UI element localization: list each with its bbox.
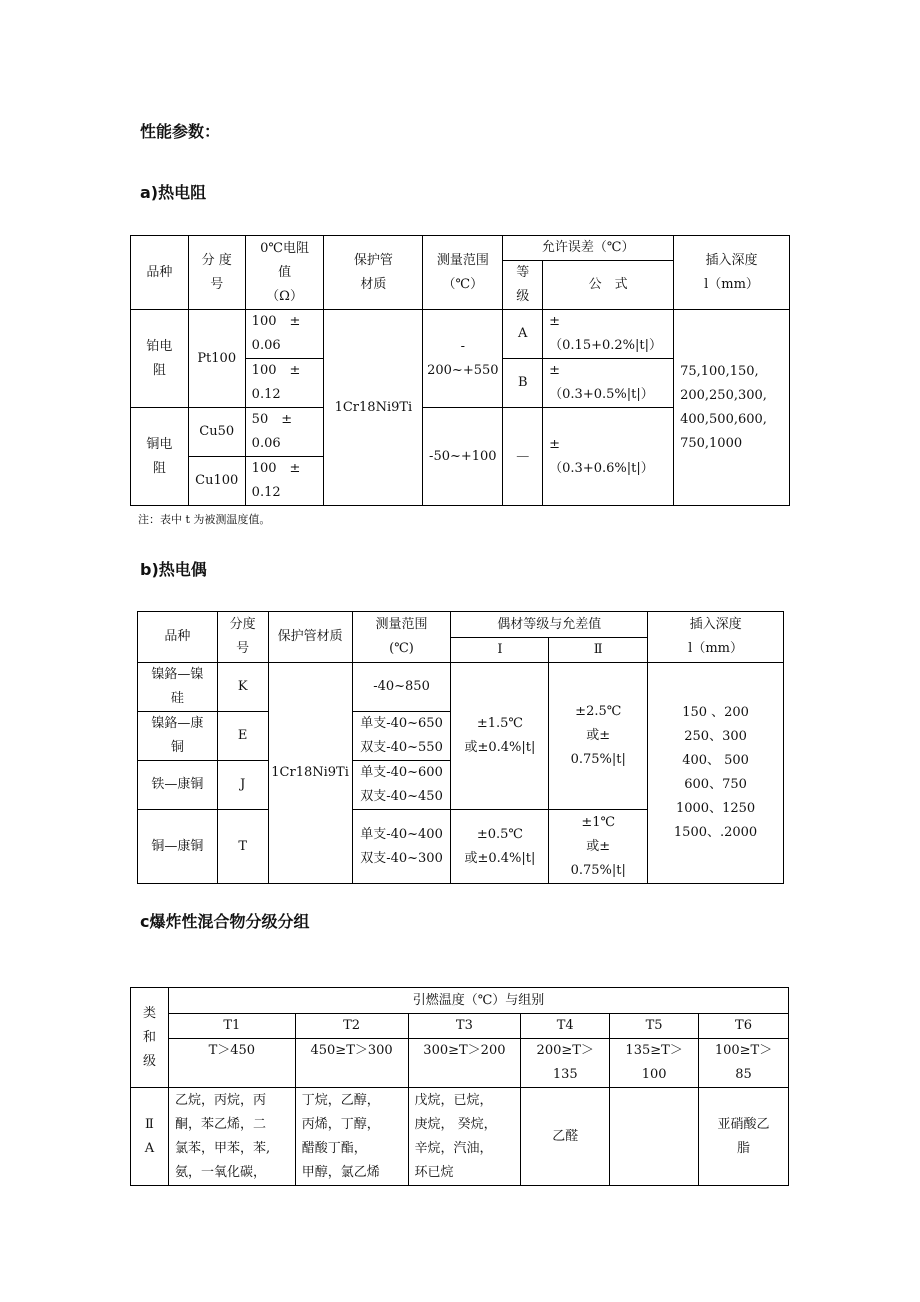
tc-div-k: K [217, 663, 268, 712]
ex-group-t3: T3 [408, 1014, 521, 1039]
ex-group-t4: T4 [521, 1014, 610, 1039]
rtd-note: 注：表中 t 为被测温度值。 [138, 513, 271, 526]
tc-table [137, 611, 784, 884]
ex-group-t2: T2 [295, 1014, 408, 1039]
ex-t1-substances: 乙烷，丙烷，丙 酮，苯乙烯，二 氯苯，甲苯，苯, 氨，一氧化碳， [168, 1088, 295, 1186]
ex-temp-t6: 100≥T＞ 85 [699, 1039, 789, 1088]
tc-header-range: 测量范围 (℃) [352, 612, 451, 663]
ex-t2-substances: 丁烷，乙醇， 丙烯，丁醇， 醋酸丁酯， 甲醇，氯乙烯 [295, 1088, 408, 1186]
rtd-div-pt100: Pt100 [188, 310, 245, 408]
rtd-header-kind: 品种 [131, 236, 189, 310]
ex-t3-substances: 戊烷，已烷， 庚烷， 癸烷， 辛烷，汽油， 环已烷 [408, 1088, 521, 1186]
rtd-grade-a: A [503, 310, 543, 359]
rtd-table [130, 235, 790, 506]
rtd-r0-cu-a: 50 ± 0.06 [245, 408, 324, 457]
ex-temp-t3: 300≥T＞200 [408, 1039, 521, 1088]
rtd-header-depth: 插入深度 l（mm） [674, 236, 790, 310]
ex-temp-t4: 200≥T＞ 135 [521, 1039, 610, 1088]
tc-div-e: E [217, 712, 268, 761]
section-heading-rtd: a)热电阻 [140, 183, 207, 202]
rtd-kind-pt: 铂电 阻 [131, 310, 189, 408]
rtd-formula-a: ± （0.15+0.2%|t|） [543, 310, 674, 359]
tc-kind-e: 镍鉻—康 铜 [138, 712, 218, 761]
rtd-header-range: 测量范围 （℃） [423, 236, 503, 310]
tc-g1-kej: ±1.5℃ 或±0.4%|t| [451, 663, 549, 810]
ex-temp-t1: T＞450 [168, 1039, 295, 1088]
tc-header-div: 分度 号 [217, 612, 268, 663]
tc-depth: 150 、200 250、300 400、 500 600、750 1000、1250 1500、.2000 [648, 663, 784, 884]
tc-kind-k: 镍鉻—镍 硅 [138, 663, 218, 712]
tc-tube: 1Cr18Ni9Ti [268, 663, 352, 884]
section-heading-tc: b)热电偶 [140, 560, 207, 579]
tc-header-grade: 偶材等级与允差值 [451, 612, 648, 638]
ex-table [130, 987, 789, 1186]
rtd-formula-cu: ± （0.3+0.6%|t|） [543, 408, 674, 506]
rtd-header-grade: 等 级 [503, 261, 543, 310]
page-title: 性能参数： [140, 122, 221, 141]
tc-header-tube: 保护管材质 [268, 612, 352, 663]
tc-range-k: -40~850 [352, 663, 451, 712]
ex-temp-t5: 135≥T＞ 100 [610, 1039, 699, 1088]
ex-group-t5: T5 [610, 1014, 699, 1039]
ex-t4-substances: 乙醛 [521, 1088, 610, 1186]
rtd-r0-pt-b: 100 ± 0.12 [245, 359, 324, 408]
rtd-range-pt: - 200~+550 [423, 310, 503, 408]
ex-class-iia: Ⅱ A [131, 1088, 169, 1186]
rtd-header-r0: 0℃电阻 值 （Ω） [245, 236, 324, 310]
rtd-header-div: 分 度 号 [188, 236, 245, 310]
tc-g2-kej: ±2.5℃ 或± 0.75%|t| [549, 663, 648, 810]
rtd-header-err: 允许误差（℃） [503, 236, 674, 261]
rtd-div-cu100: Cu100 [188, 457, 245, 506]
tc-range-j: 单支-40~600 双支-40~450 [352, 761, 451, 810]
tc-kind-j: 铁—康铜 [138, 761, 218, 810]
tc-kind-t: 铜—康铜 [138, 810, 218, 884]
rtd-formula-b: ± （0.3+0.5%|t|） [543, 359, 674, 408]
rtd-r0-cu-b: 100 ± 0.12 [245, 457, 324, 506]
ex-group-t6: T6 [699, 1014, 789, 1039]
rtd-header-tube: 保护管 材质 [324, 236, 423, 310]
tc-div-t: T [217, 810, 268, 884]
tc-div-j: J [217, 761, 268, 810]
rtd-r0-pt-a: 100 ± 0.06 [245, 310, 324, 359]
rtd-depth: 75,100,150, 200,250,300, 400,500,600, 750,1000 [674, 310, 790, 506]
ex-header-class: 类 和 级 [131, 988, 169, 1088]
ex-temp-t2: 450≥T＞300 [295, 1039, 408, 1088]
rtd-grade-b: B [503, 359, 543, 408]
tc-header-kind: 品种 [138, 612, 218, 663]
tc-header-depth: 插入深度 l（mm） [648, 612, 784, 663]
rtd-header-formula: 公 式 [543, 261, 674, 310]
tc-header-grade-1: Ⅰ [451, 638, 549, 663]
rtd-kind-cu: 铜电 阻 [131, 408, 189, 506]
ex-header-ignite: 引燃温度（℃）与组别 [168, 988, 788, 1014]
ex-t6-substances: 亚硝酸乙 脂 [699, 1088, 789, 1186]
ex-t5-substances [610, 1088, 699, 1186]
tc-g2-t: ±1℃ 或± 0.75%|t| [549, 810, 648, 884]
tc-range-t: 单支-40~400 双支-40~300 [352, 810, 451, 884]
ex-group-t1: T1 [168, 1014, 295, 1039]
rtd-range-cu: -50~+100 [423, 408, 503, 506]
rtd-grade-cu: — [503, 408, 543, 506]
rtd-div-cu50: Cu50 [188, 408, 245, 457]
tc-range-e: 单支-40~650 双支-40~550 [352, 712, 451, 761]
tc-g1-t: ±0.5℃ 或±0.4%|t| [451, 810, 549, 884]
tc-header-grade-2: Ⅱ [549, 638, 648, 663]
rtd-tube: 1Cr18Ni9Ti [324, 310, 423, 506]
section-heading-explosion: c爆炸性混合物分级分组 [140, 912, 310, 931]
